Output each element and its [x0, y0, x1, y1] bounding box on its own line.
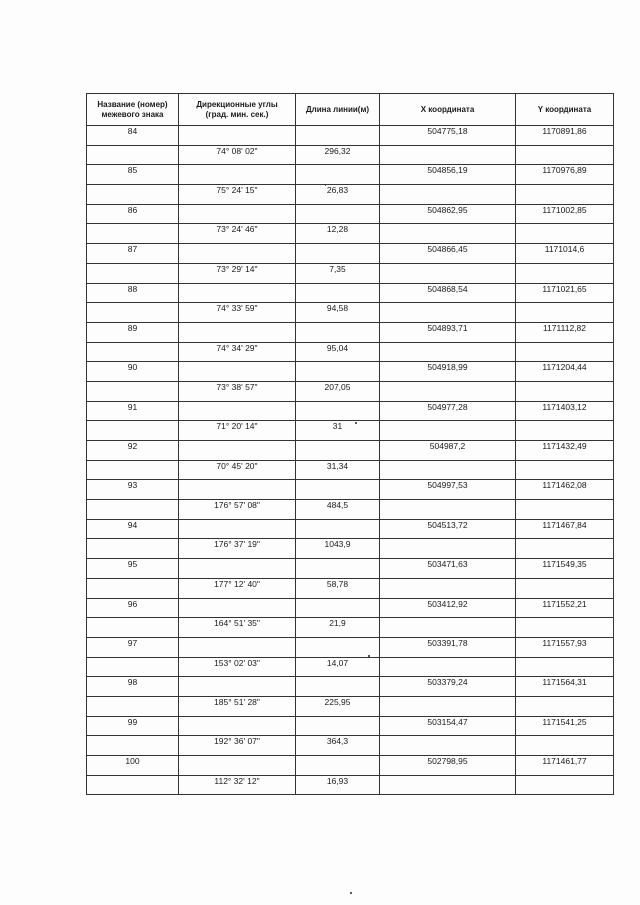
line-length-cell: 94,58: [296, 303, 380, 323]
x-coordinate-cell: 503391,78: [380, 637, 516, 657]
table-row-point: [87, 441, 614, 461]
empty-cell: [179, 637, 296, 657]
table-row-point: [87, 637, 614, 657]
empty-cell: [516, 421, 614, 441]
y-coordinate-cell: 1171467,84: [516, 519, 614, 539]
x-coordinate-cell: 504513,72: [380, 519, 516, 539]
empty-cell: [380, 539, 516, 559]
table-row-point: [87, 401, 614, 421]
empty-cell: [296, 519, 380, 539]
direction-angle-cell: 75° 24' 15": [179, 185, 296, 205]
line-length-cell: 7,35: [296, 263, 380, 283]
empty-cell: [179, 559, 296, 579]
direction-angle-cell: 176° 37' 19": [179, 539, 296, 559]
line-length-cell: 31,34: [296, 460, 380, 480]
direction-angle-cell: 164° 51' 35": [179, 618, 296, 638]
empty-cell: [296, 637, 380, 657]
x-coordinate-cell: 503379,24: [380, 677, 516, 697]
line-length-cell: 364,3: [296, 736, 380, 756]
empty-cell: [179, 244, 296, 264]
y-coordinate-cell: 1171541,25: [516, 716, 614, 736]
table-row-segment: [87, 657, 614, 677]
table-row-point: [87, 165, 614, 185]
empty-cell: [380, 618, 516, 638]
empty-cell: [516, 224, 614, 244]
line-length-cell: 26,83: [296, 185, 380, 205]
empty-cell: [87, 342, 179, 362]
table-row-segment: [87, 696, 614, 716]
empty-cell: [179, 480, 296, 500]
header-marker-name-line1: Название (номер): [97, 99, 168, 109]
empty-cell: [516, 263, 614, 283]
marker-name-cell: 92: [87, 441, 179, 461]
line-length-cell: 31: [296, 421, 380, 441]
direction-angle-cell: 73° 38' 57": [179, 381, 296, 401]
table-row-segment: [87, 342, 614, 362]
y-coordinate-cell: 1171557,93: [516, 637, 614, 657]
table-row-segment: [87, 500, 614, 520]
marker-name-cell: 85: [87, 165, 179, 185]
table-row-segment: [87, 263, 614, 283]
empty-cell: [179, 519, 296, 539]
empty-cell: [380, 185, 516, 205]
table-row-point: [87, 283, 614, 303]
empty-cell: [296, 677, 380, 697]
x-coordinate-cell: 504997,53: [380, 480, 516, 500]
empty-cell: [516, 736, 614, 756]
empty-cell: [296, 362, 380, 382]
table-row-segment: [87, 185, 614, 205]
x-coordinate-cell: 504862,95: [380, 204, 516, 224]
empty-cell: [87, 224, 179, 244]
empty-cell: [87, 145, 179, 165]
x-coordinate-cell: 504893,71: [380, 322, 516, 342]
boundary-coordinates-table: [86, 93, 614, 795]
line-length-cell: 95,04: [296, 342, 380, 362]
empty-cell: [87, 696, 179, 716]
direction-angle-cell: 177° 12' 40": [179, 578, 296, 598]
empty-cell: [296, 441, 380, 461]
table-row-point: [87, 598, 614, 618]
table-row-point: [87, 244, 614, 264]
marker-name-cell: 89: [87, 322, 179, 342]
marker-name-cell: 90: [87, 362, 179, 382]
direction-angle-cell: 192° 36' 07": [179, 736, 296, 756]
marker-name-cell: 98: [87, 677, 179, 697]
scan-speck: [355, 422, 357, 424]
marker-name-cell: 97: [87, 637, 179, 657]
empty-cell: [179, 401, 296, 421]
empty-cell: [380, 303, 516, 323]
y-coordinate-cell: 1171204,44: [516, 362, 614, 382]
empty-cell: [516, 657, 614, 677]
marker-name-cell: 100: [87, 756, 179, 776]
x-coordinate-cell: 503412,92: [380, 598, 516, 618]
y-coordinate-cell: 1171002,85: [516, 204, 614, 224]
x-coordinate-cell: 503154,47: [380, 716, 516, 736]
y-coordinate-cell: 1171552,21: [516, 598, 614, 618]
empty-cell: [516, 618, 614, 638]
x-coordinate-cell: 504868,54: [380, 283, 516, 303]
table-row-point: [87, 362, 614, 382]
direction-angle-cell: 153° 02' 03": [179, 657, 296, 677]
scan-speck: [350, 892, 352, 894]
empty-cell: [296, 598, 380, 618]
table-row-segment: [87, 224, 614, 244]
empty-cell: [179, 598, 296, 618]
header-direction-angles: [179, 94, 296, 126]
x-coordinate-cell: 504856,19: [380, 165, 516, 185]
empty-cell: [516, 381, 614, 401]
empty-cell: [179, 362, 296, 382]
direction-angle-cell: 185° 51' 28": [179, 696, 296, 716]
header-marker-name: [87, 94, 179, 126]
x-coordinate-cell: 503471,63: [380, 559, 516, 579]
direction-angle-cell: 74° 34' 29": [179, 342, 296, 362]
empty-cell: [296, 204, 380, 224]
empty-cell: [380, 696, 516, 716]
table-row-segment: [87, 539, 614, 559]
y-coordinate-cell: 1171432,49: [516, 441, 614, 461]
empty-cell: [380, 578, 516, 598]
line-length-cell: 12,28: [296, 224, 380, 244]
empty-cell: [296, 480, 380, 500]
table-row-segment: [87, 421, 614, 441]
empty-cell: [179, 126, 296, 146]
empty-cell: [87, 500, 179, 520]
y-coordinate-cell: 1171014,6: [516, 244, 614, 264]
empty-cell: [179, 756, 296, 776]
marker-name-cell: 96: [87, 598, 179, 618]
empty-cell: [87, 303, 179, 323]
empty-cell: [87, 421, 179, 441]
table-row-segment: [87, 578, 614, 598]
direction-angle-cell: 70° 45' 20": [179, 460, 296, 480]
empty-cell: [179, 165, 296, 185]
table-row-segment: [87, 303, 614, 323]
y-coordinate-cell: 1171461,77: [516, 756, 614, 776]
header-line-length: Длина линии(м): [296, 94, 380, 126]
header-direction-angles-line2: (град. мин. сек.): [205, 109, 269, 119]
x-coordinate-cell: 504775,18: [380, 126, 516, 146]
x-coordinate-cell: 504866,45: [380, 244, 516, 264]
scan-speck: [325, 185, 326, 186]
empty-cell: [516, 775, 614, 795]
empty-cell: [87, 539, 179, 559]
line-length-cell: 58,78: [296, 578, 380, 598]
empty-cell: [516, 500, 614, 520]
direction-angle-cell: 71° 20' 14": [179, 421, 296, 441]
x-coordinate-cell: 504977,28: [380, 401, 516, 421]
empty-cell: [380, 500, 516, 520]
empty-cell: [179, 441, 296, 461]
table-row-point: [87, 716, 614, 736]
table-row-segment: [87, 775, 614, 795]
table-row-point: [87, 204, 614, 224]
empty-cell: [516, 460, 614, 480]
table-row-segment: [87, 618, 614, 638]
empty-cell: [296, 559, 380, 579]
header-marker-name-line2: межевого знака: [101, 109, 164, 119]
marker-name-cell: 95: [87, 559, 179, 579]
empty-cell: [87, 736, 179, 756]
empty-cell: [179, 677, 296, 697]
table-header-row: [87, 94, 614, 126]
empty-cell: [380, 736, 516, 756]
empty-cell: [516, 696, 614, 716]
empty-cell: [380, 224, 516, 244]
empty-cell: [87, 775, 179, 795]
empty-cell: [380, 775, 516, 795]
empty-cell: [380, 263, 516, 283]
empty-cell: [87, 381, 179, 401]
line-length-cell: 225,95: [296, 696, 380, 716]
line-length-cell: 14,07: [296, 657, 380, 677]
marker-name-cell: 94: [87, 519, 179, 539]
direction-angle-cell: 176° 57' 08": [179, 500, 296, 520]
empty-cell: [296, 716, 380, 736]
table-row-point: [87, 480, 614, 500]
y-coordinate-cell: 1170891,86: [516, 126, 614, 146]
line-length-cell: 1043,9: [296, 539, 380, 559]
table-row-point: [87, 126, 614, 146]
y-coordinate-cell: 1171403,12: [516, 401, 614, 421]
empty-cell: [87, 185, 179, 205]
y-coordinate-cell: 1170976,89: [516, 165, 614, 185]
empty-cell: [296, 322, 380, 342]
empty-cell: [179, 716, 296, 736]
header-y-coordinate: Y координата: [516, 94, 614, 126]
table-row-point: [87, 519, 614, 539]
direction-angle-cell: 73° 24' 46": [179, 224, 296, 244]
direction-angle-cell: 74° 08' 02": [179, 145, 296, 165]
empty-cell: [87, 460, 179, 480]
marker-name-cell: 88: [87, 283, 179, 303]
line-length-cell: 16,93: [296, 775, 380, 795]
table-row-segment: [87, 460, 614, 480]
empty-cell: [516, 578, 614, 598]
y-coordinate-cell: 1171462,08: [516, 480, 614, 500]
empty-cell: [87, 618, 179, 638]
direction-angle-cell: 73° 29' 14": [179, 263, 296, 283]
x-coordinate-cell: 504918,99: [380, 362, 516, 382]
marker-name-cell: 93: [87, 480, 179, 500]
y-coordinate-cell: 1171564,31: [516, 677, 614, 697]
empty-cell: [380, 381, 516, 401]
header-x-coordinate: X координата: [380, 94, 516, 126]
empty-cell: [296, 401, 380, 421]
table-row-point: [87, 756, 614, 776]
table-row-segment: [87, 736, 614, 756]
table-row-point: [87, 559, 614, 579]
marker-name-cell: 87: [87, 244, 179, 264]
line-length-cell: 296,32: [296, 145, 380, 165]
line-length-cell: 21,9: [296, 618, 380, 638]
x-coordinate-cell: 502798,95: [380, 756, 516, 776]
direction-angle-cell: 74° 33' 59": [179, 303, 296, 323]
y-coordinate-cell: 1171549,35: [516, 559, 614, 579]
empty-cell: [516, 303, 614, 323]
empty-cell: [87, 578, 179, 598]
empty-cell: [296, 244, 380, 264]
empty-cell: [179, 283, 296, 303]
table-body: [87, 126, 614, 795]
empty-cell: [380, 421, 516, 441]
table-row-point: [87, 677, 614, 697]
line-length-cell: 207,05: [296, 381, 380, 401]
empty-cell: [296, 126, 380, 146]
empty-cell: [516, 145, 614, 165]
y-coordinate-cell: 1171112,82: [516, 322, 614, 342]
marker-name-cell: 84: [87, 126, 179, 146]
scan-speck: [368, 655, 370, 657]
empty-cell: [296, 756, 380, 776]
marker-name-cell: 99: [87, 716, 179, 736]
empty-cell: [380, 342, 516, 362]
empty-cell: [516, 185, 614, 205]
table-row-segment: [87, 381, 614, 401]
empty-cell: [516, 342, 614, 362]
empty-cell: [296, 283, 380, 303]
empty-cell: [87, 263, 179, 283]
header-direction-angles-line1: Дирекционные углы: [196, 99, 278, 109]
empty-cell: [380, 657, 516, 677]
empty-cell: [380, 145, 516, 165]
empty-cell: [179, 322, 296, 342]
line-length-cell: 484,5: [296, 500, 380, 520]
empty-cell: [87, 657, 179, 677]
empty-cell: [179, 204, 296, 224]
marker-name-cell: 86: [87, 204, 179, 224]
marker-name-cell: 91: [87, 401, 179, 421]
x-coordinate-cell: 504987,2: [380, 441, 516, 461]
y-coordinate-cell: 1171021,65: [516, 283, 614, 303]
empty-cell: [380, 460, 516, 480]
table-row-segment: [87, 145, 614, 165]
empty-cell: [296, 165, 380, 185]
empty-cell: [516, 539, 614, 559]
direction-angle-cell: 112° 32' 12": [179, 775, 296, 795]
table-row-point: [87, 322, 614, 342]
